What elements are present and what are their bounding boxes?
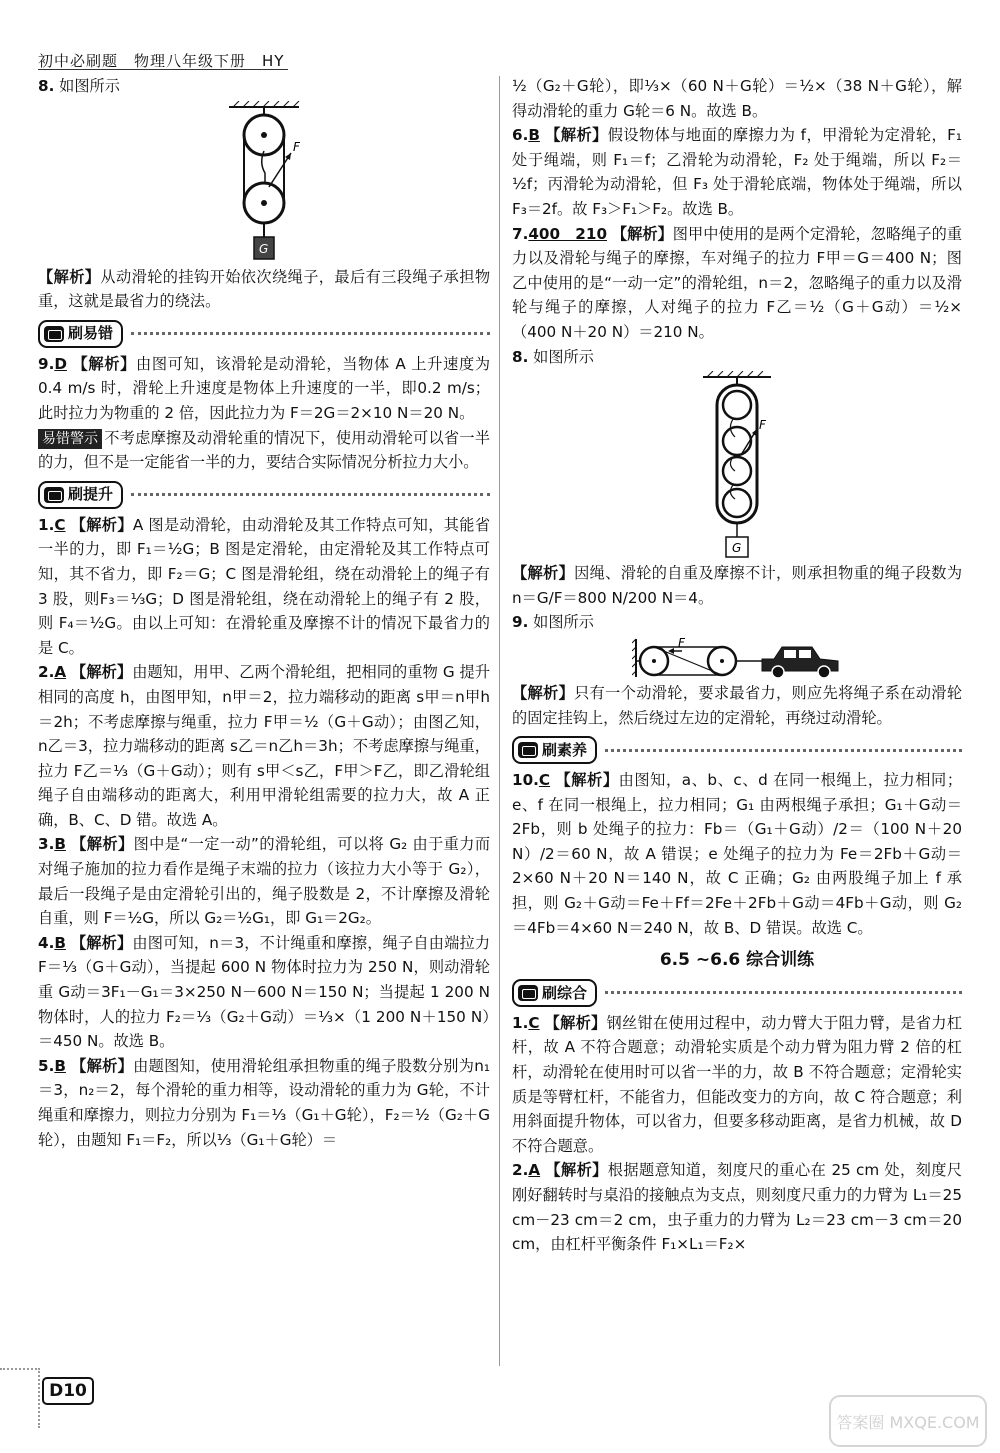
header-edition: HY: [262, 52, 285, 70]
pulley-figure-2: [512, 371, 962, 559]
header-subject: 物理八年级下册: [134, 52, 247, 70]
t4-analysis: 4.B 【解析】由图可知，n＝3，不计绳重和摩擦，绳子自由端拉力 F＝⅓（G＋G动），当提起 600 N 物体时拉力为 250 N，则动滑轮重 G动＝3F₁－G₁＝3×250 N－600 N＝150 N；当提起 1 200 N 物体时，人的拉力 F₂＝⅓（G₂＋G动）＝⅓×（1 200 N＋150 N）＝450 N。故选 B。: [38, 933, 491, 1051]
banner-zonghe: 刷综合: [512, 979, 962, 1007]
t8-analysis: 【解析】因绳、滑轮的自重及摩擦不计，则承担物重的绳子段数为 n＝G/F＝800 N/200 N＝4。: [512, 564, 963, 607]
car-pulley-figure: [512, 637, 962, 679]
banner-tisheng: 刷提升: [38, 481, 490, 509]
watermark-logo-icon: [828, 1394, 988, 1448]
page-number: D10: [42, 1377, 94, 1405]
q8-analysis: 【解析】从动滑轮的挂钩开始依次绕绳子，最后有三段绳子承担物重，这就是最省力的绕法。: [38, 267, 491, 311]
force-label-3: F: [678, 636, 685, 650]
weight-label-1: G: [259, 241, 269, 256]
s10-analysis: 10.C 【解析】由图知，a、b、c、d 在同一根绳上，拉力相同；e、f 在同一根绳上，拉力相同；G₁ 由两根绳子承担；G₁＋G动＝2Fb，则 b 处绳子的拉力：Fb＝（G₁＋G动）/2＝（100 N＋20 N）/2＝60 N，故 A 错误；e 处绳子的拉力为 Fe＝2Fb＋G动＝2×60 N＋20 N＝140 N，故 C 正确；G₂ 由两股绳子加上 f 承担，则 G₂＋G动＝Fe＋Ff＝2Fe＋2Fb＋G动＝4Fb＋G动，则 G₂＝4Fb＝4×60 N＝240 N，故 B、D 错误。故选 C。: [512, 771, 962, 937]
page-header: [38, 50, 284, 71]
warning-badge: 易错警示: [38, 429, 102, 449]
brush-icon: [518, 985, 538, 1001]
weight-label-2: G: [732, 541, 742, 556]
header-series: 初中必刷题: [38, 52, 119, 70]
q8-question: 8. 如图所示: [38, 77, 120, 95]
header-underline: [38, 69, 288, 70]
q9-analysis: 9.D 【解析】由图可知，该滑轮是动滑轮，当物体 A 上升速度为 0.4 m/s 时，滑轮上升速度是物体上升速度的一半，即0.2 m/s；此时拉力为物重的 2 倍，因此拉力为 F＝2G＝2×10 N＝20 N。: [38, 354, 491, 422]
t7-analysis: 7.400 210 【解析】图甲中使用的是两个定滑轮，忽略绳子的重力以及滑轮与绳子的摩擦，车对绳子的拉力 F甲＝G＝400 N；图乙中使用的是“一动一定”的滑轮组，n＝2，忽略绳子的重力以及滑轮与绳子的摩擦，人对绳子的拉力 F乙＝½（G＋G动）＝½×（400 N＋20 N）＝210 N。: [512, 224, 963, 341]
left-column: [38, 74, 490, 1152]
z1-analysis: 1.C 【解析】钢丝钳在使用过程中，动力臂大于阻力臂，是省力杠杆，故 A 不符合题意；动滑轮实质是个动力臂为阻力臂 2 倍的杠杆，动滑轮在使用时可以省一半的力，故 B 不符合题意；定滑轮实质是等臂杠杆，不能省力，但能改变力的方向，故 C 符合题意；利用斜面提升物体，可以省力，但要多移动距离，是省力机械，故 D 不符合题意。: [512, 1013, 963, 1155]
pulley-figure-1: [38, 101, 490, 263]
t3-analysis: 3.B 【解析】图中是“一定一动”的滑轮组，可以将 G₂ 由于重力而对绳子施加的拉力看作是绳子末端的拉力（该拉力大小等于 G₂），最后一段绳子是由定滑轮引出的，绳子股数是 2，不计摩擦及滑轮自重，则 F＝½G，所以 G₂＝½G₁，即 G₁＝2G₂。: [38, 835, 491, 928]
section-title: 6.5 ~6.6 综合训练: [659, 950, 815, 971]
banner-suyang: 刷素养: [512, 736, 962, 764]
t9-analysis: 【解析】只有一个动滑轮，要求最省力，则应先将绳子系在动滑轮的固定挂钩上，然后绕过左边的定滑轮，再绕过动滑轮。: [512, 683, 963, 727]
q9-warning: 易错警示 不考虑摩擦及动滑轮重的情况下，使用动滑轮可以省一半的力，但不是一定能省一半的力，要结合实际情况分析拉力大小。: [38, 428, 490, 472]
corner-decoration-vertical: [38, 1368, 40, 1428]
force-label-2: F: [759, 418, 766, 433]
t5-analysis: 5.B 【解析】由题图知，使用滑轮组承担物重的绳子股数分别为n₁＝3，n₂＝2，每个滑轮的重力相等，设动滑轮的重力为 G轮，不计绳重和摩擦力，则拉力分别为 F₁＝⅓（G₁＋G轮），F₂＝½（G₂＋G轮），由题知 F₁＝F₂，所以⅓（G₁＋G轮）＝: [38, 1056, 491, 1149]
brush-icon: [518, 742, 538, 758]
t6-analysis: 6.B 【解析】假设物体与地面的摩擦力为 f，甲滑轮为定滑轮，F₁ 处于绳端，则 F₁＝f；乙滑轮为动滑轮，F₂ 处于绳端，所以 F₂＝½f；丙滑轮为动滑轮，但 F₃ 处于滑轮底端，物体处于绳端，所以 F₃＝2f。故 F₃＞F₁＞F₂。故选 B。: [512, 126, 963, 218]
car-pulley-diagram-icon: [632, 637, 842, 679]
banner-yicuo: 刷易错: [38, 320, 490, 348]
t9-question: 9. 如图所示: [512, 613, 594, 632]
corner-decoration: [0, 1368, 40, 1370]
brush-icon: [44, 487, 64, 503]
force-label-1: F: [293, 139, 300, 154]
t5-continued: ½（G₂＋G轮），即⅓×（60 N＋G轮）＝½×（38 N＋G轮），解得动滑轮的重力 G轮＝6 N。故选 B。: [512, 77, 962, 120]
pulley-block-diagram-icon: [697, 371, 777, 559]
right-column: [512, 74, 962, 1257]
watermark-text: 答案圈 MXQE.COM: [836, 1413, 980, 1432]
brush-icon: [44, 326, 64, 342]
t2-analysis: 2.A 【解析】由题知，用甲、乙两个滑轮组，把相同的重物 G 提升相同的高度 h，由图甲知，n甲＝2，拉力端移动的距离 s甲＝n甲h＝2h；不考虑摩擦与绳重，拉力 F甲＝½（G＋G动）；由图乙知，n乙＝3，拉力端移动的距离 s乙＝n乙h＝3h；不考虑摩擦与绳重，拉力 F乙＝⅓（G＋G动）；则有 s甲＜s乙，F甲＞F乙，即乙滑轮组绳子自由端移动的距离大，利用甲滑轮组需要的拉力大，故 A 正确，B、C、D 错。故选 A。: [38, 663, 491, 829]
t1-analysis: 1.C 【解析】A 图是动滑轮，由动滑轮及其工作特点可知，其能省一半的力，即 F₁＝½G；B 图是定滑轮，由定滑轮及其工作特点可知，其不省力，即 F₂＝G；C 图是滑轮组，绕在动滑轮上的绳子有 3 股，则F₃＝⅓G；D 图是滑轮组，绕在动滑轮上的绳子有 2 股，则 F₄＝½G。由以上可知：在滑轮重及摩擦不计的情况下最省力的是 C。: [38, 515, 491, 657]
z2-analysis: 2.A 【解析】根据题意知道，刻度尺的重心在 25 cm 处，刻度尺刚好翻转时与桌沿的接触点为支点，则刻度尺重力的力臂为 L₁＝25 cm－23 cm＝2 cm，虫子重力的力臂为 L₂＝23 cm－3 cm＝20 cm，由杠杆平衡条件 F₁×L₁＝F₂×: [512, 1161, 963, 1254]
column-divider: [499, 76, 500, 1366]
pulley-diagram-icon: [219, 101, 309, 263]
t8-question: 8. 如图所示: [512, 347, 594, 366]
